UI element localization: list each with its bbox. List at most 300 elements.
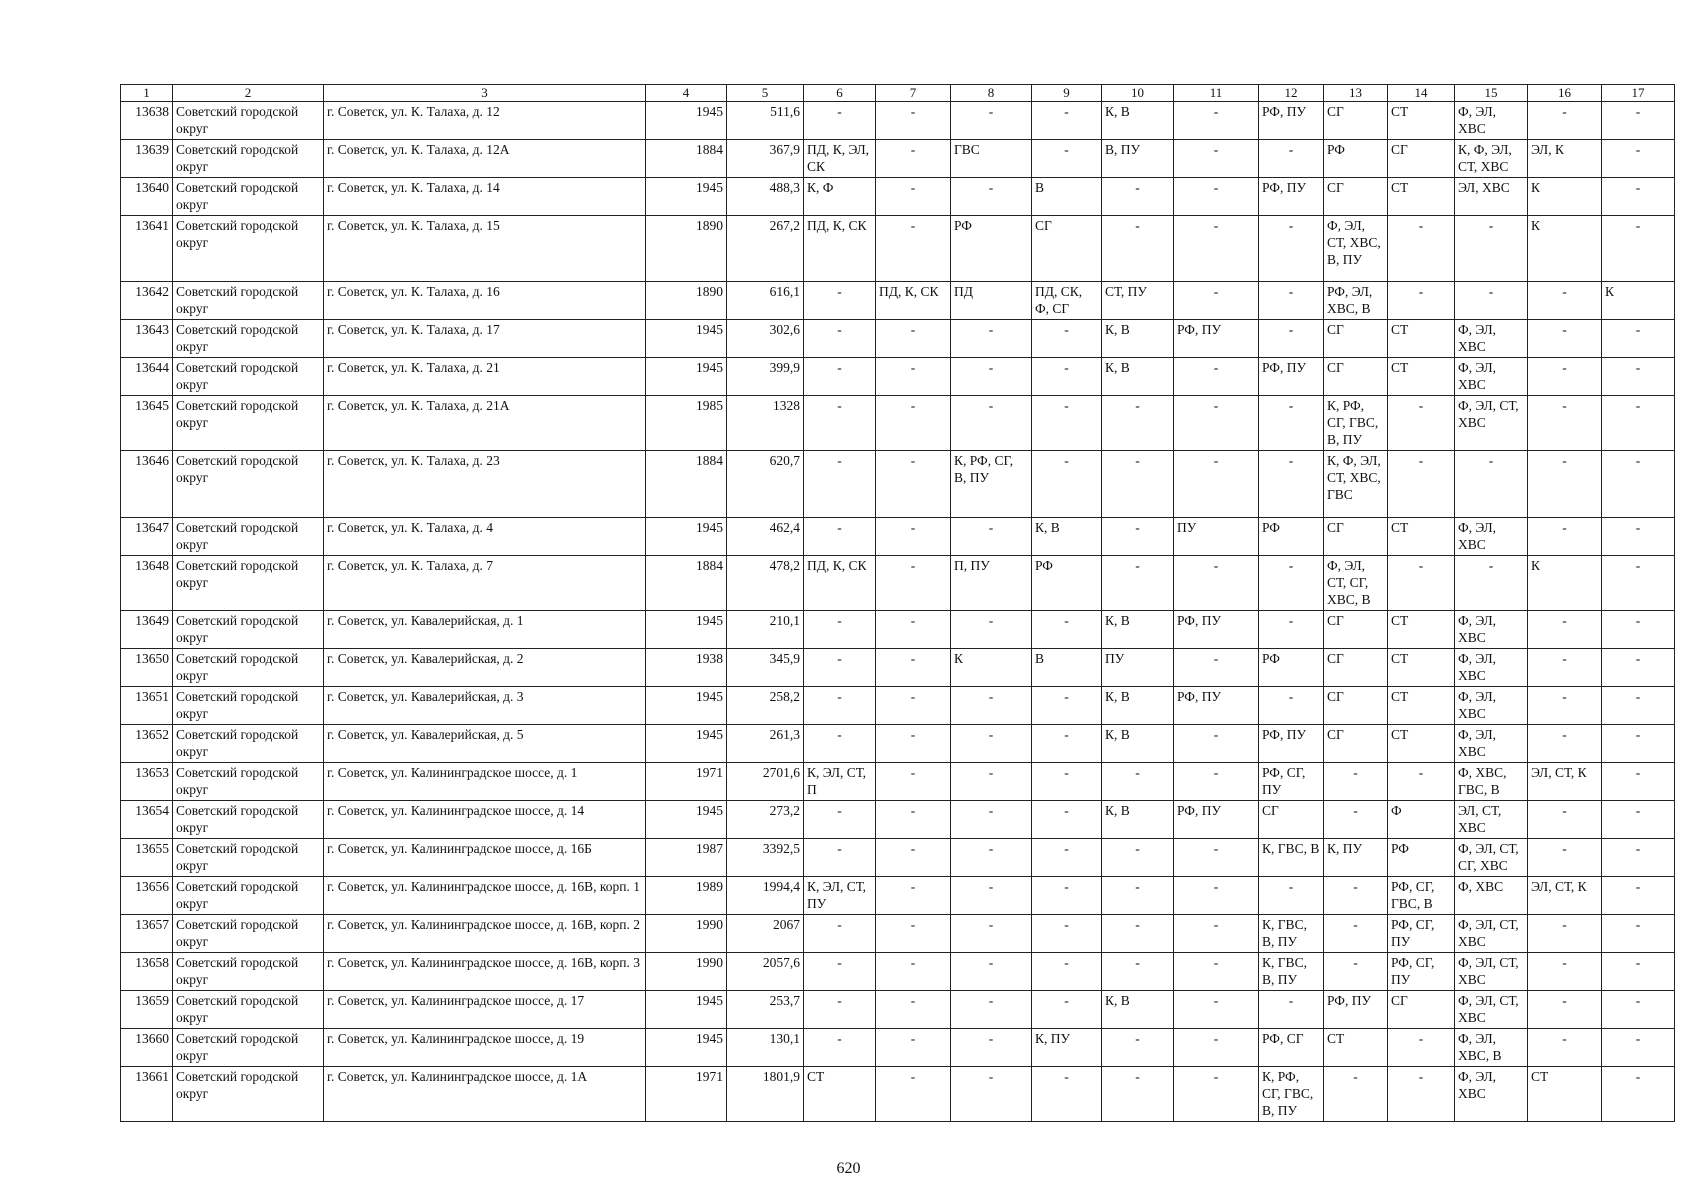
table-cell: -: [1102, 953, 1174, 991]
table-row: [121, 725, 1675, 763]
table-cell: 1985: [646, 396, 727, 451]
table-cell: СТ: [1388, 518, 1455, 556]
table-cell: К, РФ, СГ, ГВС, В, ПУ: [1324, 396, 1388, 451]
table-cell: -: [1174, 725, 1259, 763]
table-cell: К, Ф, ЭЛ, СТ, ХВС, ГВС: [1324, 451, 1388, 518]
table-cell: 13643: [121, 320, 173, 358]
table-cell: -: [876, 649, 951, 687]
table-row: [121, 953, 1675, 991]
table-cell: -: [1602, 801, 1675, 839]
table-cell: -: [804, 801, 876, 839]
table-row: [121, 649, 1675, 687]
table-cell: Ф, ЭЛ, ХВС, В: [1455, 1029, 1528, 1067]
table-cell: -: [1528, 320, 1602, 358]
table-cell: ПД, К, ЭЛ, СК: [804, 140, 876, 178]
table-cell: РФ, ЭЛ, ХВС, В: [1324, 282, 1388, 320]
table-cell: 1890: [646, 216, 727, 282]
table-cell: -: [1174, 178, 1259, 216]
table-cell: -: [804, 396, 876, 451]
table-cell: К, ГВС, В, ПУ: [1259, 915, 1324, 953]
table-cell: 273,2: [727, 801, 804, 839]
table-cell: 1994,4: [727, 877, 804, 915]
table-cell: СГ: [1324, 611, 1388, 649]
table-cell: -: [951, 801, 1032, 839]
table-row: [121, 915, 1675, 953]
table-cell: 13653: [121, 763, 173, 801]
table-cell: -: [1259, 991, 1324, 1029]
table-cell: 1945: [646, 611, 727, 649]
table-cell: -: [804, 1029, 876, 1067]
column-number-header: 8: [951, 85, 1032, 102]
table-cell: 1884: [646, 556, 727, 611]
table-cell: -: [876, 451, 951, 518]
table-cell: СТ: [1388, 725, 1455, 763]
table-cell: 13661: [121, 1067, 173, 1122]
table-cell: К, Ф, ЭЛ, СТ, ХВС: [1455, 140, 1528, 178]
table-cell: ПД: [951, 282, 1032, 320]
table-cell: -: [876, 725, 951, 763]
table-cell: -: [804, 102, 876, 140]
table-cell: г. Советск, ул. Калининградское шоссе, д. 16В, корп. 2: [324, 915, 646, 953]
table-cell: СГ: [1324, 518, 1388, 556]
table-cell: -: [1032, 953, 1102, 991]
table-cell: СТ: [1388, 611, 1455, 649]
table-cell: г. Советск, ул. Калининградское шоссе, д. 14: [324, 801, 646, 839]
table-cell: -: [1602, 140, 1675, 178]
table-cell: -: [1528, 611, 1602, 649]
table-cell: 620,7: [727, 451, 804, 518]
table-cell: -: [1259, 216, 1324, 282]
table-cell: 1989: [646, 877, 727, 915]
table-cell: РФ: [1324, 140, 1388, 178]
table-cell: 1987: [646, 839, 727, 877]
table-cell: Советский городской округ: [173, 991, 324, 1029]
table-cell: К: [1528, 178, 1602, 216]
table-cell: -: [876, 140, 951, 178]
table-cell: ПД, К, СК: [804, 556, 876, 611]
table-cell: -: [1602, 611, 1675, 649]
table-cell: Советский городской округ: [173, 320, 324, 358]
table-cell: СТ: [1388, 649, 1455, 687]
table-cell: 13647: [121, 518, 173, 556]
table-cell: -: [1388, 396, 1455, 451]
table-row: [121, 1067, 1675, 1122]
table-cell: РФ: [1388, 839, 1455, 877]
table-cell: -: [1259, 396, 1324, 451]
table-cell: -: [951, 877, 1032, 915]
table-cell: -: [804, 320, 876, 358]
table-cell: 1971: [646, 763, 727, 801]
table-cell: Советский городской округ: [173, 839, 324, 877]
table-row: [121, 102, 1675, 140]
table-cell: К, ЭЛ, СТ, П: [804, 763, 876, 801]
table-cell: СТ: [1388, 320, 1455, 358]
table-cell: 1990: [646, 915, 727, 953]
table-cell: г. Советск, ул. К. Талаха, д. 17: [324, 320, 646, 358]
table-cell: -: [1174, 140, 1259, 178]
table-cell: -: [876, 839, 951, 877]
table-cell: -: [1528, 839, 1602, 877]
table-cell: 13650: [121, 649, 173, 687]
table-cell: РФ, ПУ: [1174, 320, 1259, 358]
table-cell: -: [1602, 687, 1675, 725]
table-cell: 130,1: [727, 1029, 804, 1067]
table-row: [121, 877, 1675, 915]
table-cell: К, В: [1102, 611, 1174, 649]
table-cell: 488,3: [727, 178, 804, 216]
table-cell: СГ: [1324, 649, 1388, 687]
table-cell: Ф, ЭЛ, ХВС: [1455, 725, 1528, 763]
table-cell: К: [1602, 282, 1675, 320]
column-number-header: 4: [646, 85, 727, 102]
table-cell: -: [876, 1029, 951, 1067]
table-cell: -: [1259, 451, 1324, 518]
table-cell: К, ГВС, В: [1259, 839, 1324, 877]
table-cell: -: [1032, 1067, 1102, 1122]
table-cell: Советский городской округ: [173, 358, 324, 396]
table-cell: -: [804, 839, 876, 877]
table-cell: -: [951, 102, 1032, 140]
table-cell: -: [1528, 102, 1602, 140]
table-cell: 13642: [121, 282, 173, 320]
table-cell: Советский городской округ: [173, 518, 324, 556]
table-cell: -: [1102, 178, 1174, 216]
table-cell: -: [1102, 763, 1174, 801]
table-cell: -: [804, 953, 876, 991]
table-cell: 13641: [121, 216, 173, 282]
table-cell: -: [1174, 649, 1259, 687]
table-cell: СГ: [1388, 991, 1455, 1029]
table-cell: г. Советск, ул. К. Талаха, д. 12: [324, 102, 646, 140]
table-cell: -: [1102, 451, 1174, 518]
table-cell: -: [1388, 763, 1455, 801]
table-cell: -: [1032, 358, 1102, 396]
table-cell: ЭЛ, К: [1528, 140, 1602, 178]
table-cell: Советский городской округ: [173, 216, 324, 282]
table-cell: -: [1388, 282, 1455, 320]
table-cell: -: [1602, 839, 1675, 877]
table-cell: СГ: [1324, 178, 1388, 216]
table-cell: Ф, ЭЛ, ХВС: [1455, 358, 1528, 396]
table-cell: 13638: [121, 102, 173, 140]
table-cell: г. Советск, ул. К. Талаха, д. 21: [324, 358, 646, 396]
table-cell: -: [1528, 953, 1602, 991]
table-cell: -: [876, 687, 951, 725]
table-cell: Советский городской округ: [173, 556, 324, 611]
table-cell: РФ, СГ, ПУ: [1259, 763, 1324, 801]
table-cell: РФ: [1032, 556, 1102, 611]
table-cell: ЭЛ, СТ, К: [1528, 877, 1602, 915]
table-cell: Ф, ХВС: [1455, 877, 1528, 915]
table-cell: -: [1174, 556, 1259, 611]
table-cell: -: [1259, 556, 1324, 611]
table-cell: 13645: [121, 396, 173, 451]
table-cell: г. Советск, ул. К. Талаха, д. 12А: [324, 140, 646, 178]
table-cell: ГВС: [951, 140, 1032, 178]
table-cell: К, В: [1102, 358, 1174, 396]
table-cell: К, РФ, СГ, ГВС, В, ПУ: [1259, 1067, 1324, 1122]
table-cell: -: [1324, 877, 1388, 915]
table-cell: ПД, СК, Ф, СГ: [1032, 282, 1102, 320]
table-cell: 267,2: [727, 216, 804, 282]
column-number-header: 5: [727, 85, 804, 102]
table-cell: 511,6: [727, 102, 804, 140]
table-cell: -: [1174, 451, 1259, 518]
table-cell: К, ПУ: [1324, 839, 1388, 877]
table-cell: ЭЛ, СТ, ХВС: [1455, 801, 1528, 839]
table-cell: Ф, ЭЛ, ХВС: [1455, 1067, 1528, 1122]
table-cell: Советский городской округ: [173, 1067, 324, 1122]
table-cell: -: [1032, 839, 1102, 877]
table-cell: -: [804, 451, 876, 518]
table-cell: 462,4: [727, 518, 804, 556]
table-cell: г. Советск, ул. К. Талаха, д. 15: [324, 216, 646, 282]
table-cell: -: [1602, 1029, 1675, 1067]
table-cell: -: [1032, 451, 1102, 518]
table-cell: 258,2: [727, 687, 804, 725]
table-cell: РФ, СГ, ПУ: [1388, 915, 1455, 953]
table-cell: -: [1528, 687, 1602, 725]
table-cell: 1328: [727, 396, 804, 451]
table-cell: -: [951, 763, 1032, 801]
table-cell: 13659: [121, 991, 173, 1029]
table-cell: Советский городской округ: [173, 801, 324, 839]
table-cell: Ф, ЭЛ, ХВС: [1455, 611, 1528, 649]
table-row: [121, 839, 1675, 877]
table-row: [121, 451, 1675, 518]
table-cell: РФ, СГ, ГВС, В: [1388, 877, 1455, 915]
table-cell: СТ: [1388, 687, 1455, 725]
table-cell: -: [876, 216, 951, 282]
table-cell: -: [1324, 801, 1388, 839]
table-cell: -: [804, 915, 876, 953]
table-cell: -: [1102, 518, 1174, 556]
table-cell: -: [1102, 839, 1174, 877]
table-cell: РФ: [951, 216, 1032, 282]
table-cell: -: [804, 725, 876, 763]
table-cell: -: [1602, 991, 1675, 1029]
table-cell: ПУ: [1102, 649, 1174, 687]
table-cell: СГ: [1324, 102, 1388, 140]
table-cell: -: [1259, 140, 1324, 178]
table-cell: -: [1602, 763, 1675, 801]
table-cell: г. Советск, ул. Калининградское шоссе, д. 1: [324, 763, 646, 801]
column-number-header: 7: [876, 85, 951, 102]
table-cell: РФ: [1259, 518, 1324, 556]
table-cell: -: [1602, 518, 1675, 556]
table-cell: Советский городской округ: [173, 282, 324, 320]
table-cell: -: [951, 839, 1032, 877]
table-cell: РФ, ПУ: [1259, 725, 1324, 763]
table-cell: -: [1032, 320, 1102, 358]
table-cell: Ф, ХВС, ГВС, В: [1455, 763, 1528, 801]
table-cell: г. Советск, ул. К. Талаха, д. 16: [324, 282, 646, 320]
table-cell: -: [1032, 611, 1102, 649]
table-cell: г. Советск, ул. Кавалерийская, д. 2: [324, 649, 646, 687]
table-cell: -: [1102, 396, 1174, 451]
table-cell: -: [1602, 320, 1675, 358]
table-cell: -: [876, 102, 951, 140]
column-number-header: 15: [1455, 85, 1528, 102]
table-cell: -: [1174, 358, 1259, 396]
table-cell: 13651: [121, 687, 173, 725]
table-cell: -: [804, 687, 876, 725]
table-cell: -: [1324, 1067, 1388, 1122]
table-cell: К, ПУ: [1032, 1029, 1102, 1067]
table-cell: 1884: [646, 451, 727, 518]
table-cell: -: [1174, 763, 1259, 801]
table-cell: -: [876, 320, 951, 358]
table-cell: 1945: [646, 358, 727, 396]
table-cell: -: [951, 1067, 1032, 1122]
table-row: [121, 178, 1675, 216]
table-cell: СГ: [1032, 216, 1102, 282]
table-cell: Советский городской округ: [173, 102, 324, 140]
table-cell: -: [876, 953, 951, 991]
table-cell: г. Советск, ул. Калининградское шоссе, д. 16В, корп. 3: [324, 953, 646, 991]
table-cell: 13640: [121, 178, 173, 216]
table-cell: К, Ф: [804, 178, 876, 216]
table-cell: -: [1032, 396, 1102, 451]
table-cell: РФ, ПУ: [1259, 178, 1324, 216]
table-cell: Ф, ЭЛ, СТ, СГ, ХВС, В: [1324, 556, 1388, 611]
table-cell: СГ: [1388, 140, 1455, 178]
table-cell: 1801,9: [727, 1067, 804, 1122]
table-cell: ПД, К, СК: [876, 282, 951, 320]
table-cell: 13648: [121, 556, 173, 611]
table-cell: -: [1388, 216, 1455, 282]
table-cell: Ф, ЭЛ, СТ, ХВС: [1455, 915, 1528, 953]
table-cell: К, В: [1102, 687, 1174, 725]
table-cell: -: [1259, 877, 1324, 915]
column-number-header: 11: [1174, 85, 1259, 102]
table-cell: 13655: [121, 839, 173, 877]
table-cell: -: [876, 518, 951, 556]
table-cell: Ф, ЭЛ, СТ, ХВС: [1455, 396, 1528, 451]
table-cell: 367,9: [727, 140, 804, 178]
table-cell: -: [1032, 725, 1102, 763]
table-cell: -: [876, 396, 951, 451]
table-cell: СГ: [1324, 358, 1388, 396]
table-cell: -: [1032, 991, 1102, 1029]
table-row: [121, 1029, 1675, 1067]
table-cell: Советский городской округ: [173, 451, 324, 518]
table-cell: РФ, ПУ: [1324, 991, 1388, 1029]
table-cell: -: [1174, 102, 1259, 140]
table-cell: -: [1102, 1029, 1174, 1067]
table-cell: -: [951, 1029, 1032, 1067]
table-cell: РФ, СГ, ПУ: [1388, 953, 1455, 991]
table-cell: Советский городской округ: [173, 687, 324, 725]
column-number-header: 3: [324, 85, 646, 102]
table-cell: К, В: [1102, 801, 1174, 839]
table-cell: РФ, ПУ: [1259, 102, 1324, 140]
table-cell: К, В: [1032, 518, 1102, 556]
table-cell: -: [1602, 178, 1675, 216]
register-table: [120, 84, 1675, 1122]
table-cell: ЭЛ, СТ, К: [1528, 763, 1602, 801]
table-cell: Ф, ЭЛ, ХВС: [1455, 102, 1528, 140]
page-number: 620: [836, 1160, 861, 1177]
table-cell: СТ: [1388, 178, 1455, 216]
table-cell: 2067: [727, 915, 804, 953]
table-cell: РФ, СГ: [1259, 1029, 1324, 1067]
table-cell: -: [1174, 396, 1259, 451]
table-cell: -: [1602, 102, 1675, 140]
table-cell: СТ: [1388, 102, 1455, 140]
table-cell: -: [1528, 396, 1602, 451]
table-cell: -: [1528, 915, 1602, 953]
table-cell: 13646: [121, 451, 173, 518]
table-cell: г. Советск, ул. К. Талаха, д. 14: [324, 178, 646, 216]
table-row: [121, 518, 1675, 556]
table-row: [121, 687, 1675, 725]
column-number-header: 1: [121, 85, 173, 102]
table-cell: 1971: [646, 1067, 727, 1122]
table-cell: Ф, ЭЛ, ХВС: [1455, 687, 1528, 725]
table-cell: К, ГВС, В, ПУ: [1259, 953, 1324, 991]
table-cell: -: [1602, 877, 1675, 915]
table-cell: -: [804, 991, 876, 1029]
table-cell: -: [1174, 915, 1259, 953]
table-cell: -: [1528, 518, 1602, 556]
table-cell: -: [1032, 877, 1102, 915]
table-cell: П, ПУ: [951, 556, 1032, 611]
table-cell: Советский городской округ: [173, 611, 324, 649]
table-cell: 2057,6: [727, 953, 804, 991]
table-cell: -: [1602, 396, 1675, 451]
table-cell: -: [1388, 1067, 1455, 1122]
table-cell: -: [951, 396, 1032, 451]
table-row: [121, 396, 1675, 451]
table-row: [121, 611, 1675, 649]
table-cell: Советский городской округ: [173, 725, 324, 763]
table-cell: Советский городской округ: [173, 140, 324, 178]
table-cell: -: [951, 178, 1032, 216]
table-cell: г. Советск, ул. К. Талаха, д. 4: [324, 518, 646, 556]
table-cell: -: [1602, 1067, 1675, 1122]
table-cell: -: [951, 725, 1032, 763]
table-cell: -: [1102, 1067, 1174, 1122]
table-cell: 1945: [646, 178, 727, 216]
table-cell: -: [1455, 451, 1528, 518]
table-cell: -: [1174, 1029, 1259, 1067]
table-cell: г. Советск, ул. Калининградское шоссе, д. 19: [324, 1029, 646, 1067]
table-cell: -: [876, 915, 951, 953]
column-number-header: 13: [1324, 85, 1388, 102]
table-cell: К, В: [1102, 991, 1174, 1029]
column-number-row: [121, 85, 1675, 102]
table-cell: -: [1324, 953, 1388, 991]
table-cell: -: [1602, 915, 1675, 953]
table-cell: -: [1174, 991, 1259, 1029]
table-cell: 13660: [121, 1029, 173, 1067]
table-cell: В, ПУ: [1102, 140, 1174, 178]
table-row: [121, 991, 1675, 1029]
table-cell: Ф, ЭЛ, ХВС: [1455, 518, 1528, 556]
table-cell: -: [951, 991, 1032, 1029]
table-cell: 210,1: [727, 611, 804, 649]
table-cell: К, ЭЛ, СТ, ПУ: [804, 877, 876, 915]
table-cell: 3392,5: [727, 839, 804, 877]
table-cell: Ф, ЭЛ, СТ, ХВС: [1455, 953, 1528, 991]
table-cell: РФ: [1259, 649, 1324, 687]
table-cell: 1945: [646, 320, 727, 358]
table-cell: СТ: [1388, 358, 1455, 396]
table-cell: -: [1602, 649, 1675, 687]
table-cell: К, РФ, СГ, В, ПУ: [951, 451, 1032, 518]
table-cell: -: [1032, 915, 1102, 953]
